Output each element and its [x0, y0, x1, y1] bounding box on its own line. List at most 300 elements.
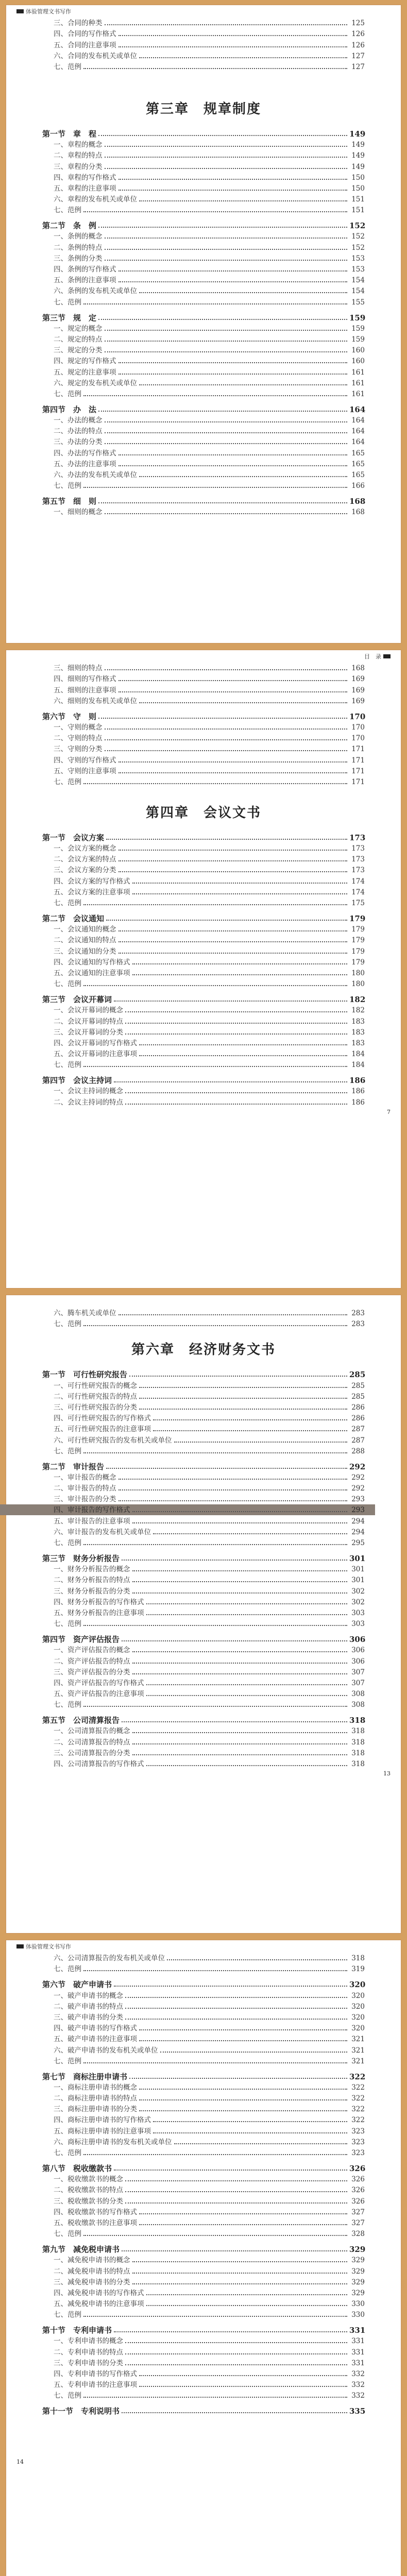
toc-entry-row[interactable] [42, 1318, 365, 1329]
toc-block [42, 663, 365, 706]
toc-entry-row[interactable] [42, 673, 365, 684]
toc-page-2 [6, 650, 401, 1288]
toc-entry-row[interactable] [42, 2012, 365, 2023]
toc-entry-row[interactable] [42, 18, 365, 28]
dot-leader [146, 2304, 348, 2306]
dot-leader [83, 2234, 347, 2236]
entry-label: 六、合同的发布机关或单位 [54, 52, 137, 60]
dot-leader [125, 2364, 347, 2365]
toc-entry-row[interactable] [42, 1423, 365, 1434]
dot-leader [98, 502, 347, 503]
page-ref: 330 [351, 2311, 365, 2319]
header-mark-icon [16, 9, 24, 13]
entry-label: 一、章程的概念 [54, 141, 103, 149]
toc-entry-row[interactable] [42, 2104, 365, 2114]
toc-entry-row[interactable] [42, 436, 365, 447]
entry-label: 七、范例 [54, 482, 81, 490]
dot-leader [122, 1721, 347, 1722]
entry-label: 二、办法的特点 [54, 427, 103, 436]
entry-label: 二、公司清算报告的特点 [54, 1738, 130, 1747]
dot-leader [132, 2272, 348, 2274]
page-ref: 308 [351, 1690, 365, 1699]
entry-label: 三、税收缴款书的分类 [54, 2197, 123, 2206]
entry-label: 二、章程的特点 [54, 151, 103, 160]
entry-label: 四、资产评估报告的写作格式 [54, 1679, 144, 1687]
toc-entry-row[interactable] [42, 1963, 365, 1974]
toc-entry-row[interactable] [42, 1564, 365, 1574]
section-title: 第六节 守 则 [42, 711, 97, 721]
page-ref: 165 [351, 471, 365, 479]
page-ref: 331 [351, 2348, 365, 2357]
toc-section-row[interactable] [42, 1714, 365, 1725]
dot-leader [105, 145, 348, 147]
toc-entry-row[interactable] [42, 1434, 365, 1445]
page-ref: 320 [351, 1991, 365, 2000]
entry-label: 二、商标注册申请书的特点 [54, 2094, 137, 2103]
toc-entry-row[interactable] [42, 1667, 365, 1677]
dot-leader [105, 443, 348, 444]
dot-leader [125, 1033, 347, 1035]
page-ref: 329 [351, 2267, 365, 2276]
toc-entry-row[interactable] [42, 1048, 365, 1059]
entry-label: 三、资产评估报告的分类 [54, 1668, 130, 1676]
entry-label: 四、减免税申请书的写作格式 [54, 2289, 144, 2297]
page-ref: 320 [351, 2002, 365, 2011]
toc-entry-row[interactable] [42, 1688, 365, 1699]
toc-entry-row[interactable] [42, 2044, 365, 2055]
toc-entry-row[interactable] [42, 2125, 365, 2136]
toc-entry-row[interactable] [42, 1655, 365, 1666]
toc-entry-row[interactable] [42, 2298, 365, 2309]
page-ref: 168 [351, 508, 365, 517]
toc-section-row[interactable] [42, 2324, 365, 2335]
page-ref: 301 [351, 1565, 365, 1574]
entry-label: 五、财务分析报告的注意事项 [54, 1608, 144, 1617]
page-ref: 302 [351, 1598, 365, 1606]
page-ref: 152 [351, 243, 365, 252]
toc-section-row[interactable] [42, 403, 365, 415]
toc-entry-row[interactable] [42, 1748, 365, 1758]
page-header [42, 650, 391, 663]
toc-entry-row[interactable] [42, 766, 365, 776]
toc-entry-row[interactable] [42, 172, 365, 183]
toc-entry-row[interactable] [42, 334, 365, 345]
toc-entry-row[interactable] [42, 183, 365, 194]
entry-label: 六、腾车机关或单位 [54, 1309, 116, 1318]
toc-section-row[interactable] [42, 993, 365, 1005]
toc-entry-row[interactable] [42, 28, 365, 39]
toc-entry-row[interactable] [42, 1380, 365, 1391]
toc-entry-row[interactable] [42, 776, 365, 787]
toc-section-row[interactable] [42, 2243, 365, 2255]
toc-entry-row[interactable] [42, 2147, 365, 2158]
page-ref: 306 [349, 1635, 366, 1645]
page-ref: 323 [351, 2149, 365, 2157]
entry-label: 二、专利申请书的特点 [54, 2348, 123, 2357]
entry-label: 七、范例 [54, 1620, 81, 1629]
section-title: 第四节 资产评估报告 [42, 1635, 120, 1645]
page-ref: 303 [351, 1620, 365, 1629]
toc-entry-row[interactable] [42, 1607, 365, 1618]
toc-entry-row[interactable] [42, 2309, 365, 2320]
dot-leader [132, 2283, 348, 2284]
page-ref: 171 [351, 767, 365, 775]
toc-entry-row[interactable] [42, 2346, 365, 2357]
toc-entry-row[interactable] [42, 1059, 365, 1070]
page-ref: 323 [351, 2138, 365, 2146]
toc-page-1 [6, 5, 401, 643]
dot-leader [132, 893, 348, 894]
toc-entry-row[interactable] [42, 253, 365, 264]
page-ref: 152 [349, 221, 366, 231]
dot-leader [98, 134, 347, 136]
toc-entry-row[interactable] [42, 968, 365, 978]
entry-label: 二、会议方案的特点 [54, 855, 116, 864]
page-ref: 125 [351, 19, 365, 28]
toc-entry-row[interactable] [42, 150, 365, 161]
toc-entry-row[interactable] [42, 1391, 365, 1402]
toc-entry-row[interactable] [42, 2379, 365, 2390]
dot-leader [132, 2261, 348, 2262]
dot-leader [118, 941, 348, 942]
dot-leader [83, 211, 347, 212]
toc-entry-row[interactable] [42, 684, 365, 695]
dot-leader [132, 1662, 348, 1664]
entry-label: 六、公司清算报告的发布机关或单位 [54, 1954, 165, 1963]
entry-label: 七、范例 [54, 1701, 81, 1709]
toc-entry-row[interactable] [42, 2228, 365, 2239]
toc-entry-row[interactable] [42, 2195, 365, 2206]
entry-label: 七、范例 [54, 1965, 81, 1974]
dot-leader [160, 2051, 348, 2053]
page-ref: 331 [349, 2326, 366, 2335]
toc-entry-row[interactable] [42, 2093, 365, 2104]
toc-section-row[interactable] [42, 710, 365, 722]
dot-leader [83, 1624, 347, 1626]
section-title: 第十一节 专利说明书 [42, 2406, 120, 2416]
page-ref: 318 [351, 1760, 365, 1768]
toc-entry-row[interactable] [42, 285, 365, 296]
page-ref: 285 [349, 1370, 366, 1380]
page-ref: 170 [351, 734, 365, 743]
toc-entry-row[interactable] [42, 1736, 365, 1747]
toc-section-row[interactable] [42, 495, 365, 506]
toc-entry-row[interactable] [42, 2033, 365, 2044]
page-number: 7 [387, 1108, 391, 1115]
toc-entry-row[interactable] [42, 388, 365, 399]
toc-entry-row[interactable] [42, 194, 365, 205]
toc-entry-row[interactable] [42, 2023, 365, 2033]
page-ref: 149 [351, 151, 365, 160]
toc-section-row[interactable] [42, 1633, 365, 1645]
toc-entry-row[interactable] [42, 722, 365, 733]
toc-entry-row[interactable] [42, 1472, 365, 1483]
page-ref: 169 [351, 675, 365, 684]
toc-entry-row[interactable] [42, 843, 365, 854]
toc-section-row[interactable] [42, 2071, 365, 2082]
toc-section-row[interactable] [42, 2405, 365, 2416]
toc-entry-row[interactable] [42, 323, 365, 334]
entry-label: 三、合同的种类 [54, 19, 103, 28]
toc-entry-row[interactable] [42, 50, 365, 61]
toc-entry-row[interactable] [42, 1308, 365, 1318]
page-ref: 149 [349, 129, 366, 139]
entry-label: 四、会议方案的写作格式 [54, 877, 130, 886]
entry-label: 三、规定的分类 [54, 346, 103, 355]
page-header [16, 1940, 365, 1953]
dot-leader [114, 2331, 347, 2332]
toc-entry-row[interactable] [42, 1645, 365, 1655]
toc-entry-row[interactable] [42, 696, 365, 706]
entry-label: 三、细则的特点 [54, 664, 103, 673]
page-ref: 285 [351, 1392, 365, 1401]
toc-entry-row[interactable] [42, 39, 365, 50]
toc-entry-row[interactable] [42, 242, 365, 252]
entry-label: 七、范例 [54, 1447, 81, 1455]
page-ref: 327 [351, 2218, 365, 2227]
dot-leader [174, 1441, 348, 1443]
toc-entry-row[interactable] [42, 2056, 365, 2066]
entry-label: 七、范例 [54, 1320, 81, 1329]
dot-leader [118, 35, 348, 36]
dot-leader [132, 1592, 348, 1594]
entry-label: 三、商标注册申请书的分类 [54, 2105, 137, 2114]
page-ref: 285 [351, 1381, 365, 1390]
toc-entry-row[interactable] [42, 1677, 365, 1688]
toc-entry-row[interactable] [42, 1537, 365, 1548]
toc-entry-row[interactable] [42, 875, 365, 886]
dot-leader [139, 2110, 347, 2111]
toc-entry-row[interactable] [42, 1446, 365, 1456]
dot-leader [139, 2099, 347, 2100]
dot-leader [139, 292, 347, 293]
toc-entry-row[interactable] [42, 945, 365, 956]
chapter-title: 第六章 经济财务文书 [131, 1342, 276, 1358]
entry-label: 一、税收缴款书的概念 [54, 2175, 123, 2184]
dot-leader [83, 2062, 347, 2063]
header-title: 体验管理文书写作 [26, 8, 71, 15]
dot-leader [129, 1375, 347, 1377]
toc-entry-row[interactable] [42, 2184, 365, 2195]
toc-entry-row[interactable] [42, 1015, 365, 1026]
entry-label: 四、办法的写作格式 [54, 449, 116, 457]
page-ref: 154 [351, 287, 365, 296]
toc-entry-row[interactable] [42, 2137, 365, 2147]
dot-leader [98, 318, 347, 320]
toc-entry-row[interactable] [42, 1494, 365, 1504]
section-title: 第六节 破产申请书 [42, 1980, 112, 1990]
toc-entry-row[interactable] [42, 924, 365, 935]
section-title: 第一节 可行性研究报告 [42, 1370, 128, 1380]
toc-entry-row[interactable] [42, 1527, 365, 1537]
toc-entry-row[interactable] [0, 1504, 375, 1515]
toc-entry-row[interactable] [42, 2358, 365, 2368]
dot-leader [83, 2396, 347, 2398]
toc-entry-row[interactable] [42, 275, 365, 285]
toc-entry-row[interactable] [42, 743, 365, 754]
dot-leader [132, 1651, 348, 1652]
toc-section-row[interactable] [42, 832, 365, 843]
page-ref: 171 [351, 745, 365, 754]
page-ref: 306 [351, 1657, 365, 1666]
toc-entry-row[interactable] [42, 205, 365, 215]
entry-label: 一、减免税申请书的概念 [54, 2256, 130, 2265]
toc-entry-row[interactable] [42, 978, 365, 989]
dot-leader [167, 1959, 347, 1960]
toc-section-row[interactable] [42, 1461, 365, 1472]
toc-entry-row[interactable] [42, 887, 365, 897]
dot-leader [125, 2191, 347, 2192]
page-ref: 287 [351, 1425, 365, 1434]
entry-label: 一、办法的概念 [54, 416, 103, 425]
entry-label: 七、范例 [54, 2230, 81, 2239]
dot-leader [146, 1603, 348, 1604]
dot-leader [132, 1732, 348, 1733]
toc-section-row[interactable] [42, 1074, 365, 1086]
dot-leader [132, 1673, 348, 1674]
toc-section-row[interactable] [42, 128, 365, 139]
toc-entry-row[interactable] [42, 2255, 365, 2265]
toc-entry-row[interactable] [42, 469, 365, 480]
page-ref: 159 [351, 335, 365, 344]
dot-leader [114, 1000, 347, 1002]
toc-entry-row[interactable] [42, 2277, 365, 2287]
page-ref: 294 [351, 1528, 365, 1536]
page-ref: 161 [351, 379, 365, 387]
toc-entry-row[interactable] [42, 480, 365, 491]
page-ref: 164 [351, 438, 365, 447]
page-ref: 301 [349, 1554, 366, 1563]
entry-label: 二、会议主持词的特点 [54, 1098, 123, 1107]
toc-entry-row[interactable] [42, 1618, 365, 1629]
dot-leader [83, 1325, 347, 1326]
toc-entry-row[interactable] [42, 865, 365, 875]
toc-entry-row[interactable] [42, 296, 365, 307]
toc-entry-row[interactable] [42, 1038, 365, 1048]
toc-entry-row[interactable] [42, 1699, 365, 1710]
toc-entry-row[interactable] [42, 447, 365, 458]
toc-entry-row[interactable] [42, 378, 365, 388]
toc-entry-row[interactable] [42, 1953, 365, 1963]
toc-entry-row[interactable] [42, 264, 365, 275]
toc-entry-row[interactable] [42, 1990, 365, 2001]
dot-leader [146, 1614, 348, 1615]
toc-entry-row[interactable] [42, 2368, 365, 2379]
toc-entry-row[interactable] [42, 2174, 365, 2184]
toc-entry-row[interactable] [42, 2207, 365, 2217]
toc-entry-row[interactable] [42, 2265, 365, 2276]
entry-label: 七、范例 [54, 980, 81, 989]
dot-leader [139, 2385, 347, 2387]
toc-entry-row[interactable] [42, 1402, 365, 1413]
dot-leader [139, 702, 347, 703]
toc-entry-row[interactable] [42, 2390, 365, 2401]
page-ref: 307 [351, 1679, 365, 1687]
toc-entry-row[interactable] [42, 854, 365, 865]
toc-entry-row[interactable] [42, 139, 365, 150]
dot-leader [153, 2132, 347, 2133]
dot-leader [122, 2250, 347, 2251]
toc-block [42, 128, 365, 517]
toc-section-row[interactable] [42, 2162, 365, 2174]
toc-entry-row[interactable] [42, 415, 365, 426]
dot-leader [105, 669, 348, 670]
toc-entry-row[interactable] [42, 1027, 365, 1038]
dot-leader [83, 395, 347, 396]
toc-entry-row[interactable] [42, 2114, 365, 2125]
toc-entry-row[interactable] [42, 2287, 365, 2298]
toc-entry-row[interactable] [42, 161, 365, 172]
toc-entry-row[interactable] [42, 366, 365, 377]
entry-label: 五、专利申请书的注意事项 [54, 2381, 137, 2389]
toc-section-row[interactable] [42, 1368, 365, 1380]
toc-entry-row[interactable] [42, 426, 365, 436]
toc-entry-row[interactable] [42, 663, 365, 673]
toc-entry-row[interactable] [42, 754, 365, 765]
dot-leader [83, 985, 347, 986]
toc-entry-row[interactable] [42, 1758, 365, 1769]
toc-block [42, 1308, 365, 1329]
toc-entry-row[interactable] [42, 2335, 365, 2346]
toc-entry-row[interactable] [42, 355, 365, 366]
toc-section-row[interactable] [42, 1552, 365, 1564]
dot-leader [105, 259, 348, 261]
dot-leader [146, 1694, 348, 1696]
toc-entry-row[interactable] [42, 231, 365, 242]
entry-label: 五、审计报告的注意事项 [54, 1517, 130, 1526]
toc-entry-row[interactable] [42, 2001, 365, 2012]
entry-label: 二、财务分析报告的特点 [54, 1576, 130, 1585]
toc-entry-row[interactable] [42, 1483, 365, 1494]
toc-entry-row[interactable] [42, 1597, 365, 1607]
toc-section-row[interactable] [42, 912, 365, 924]
toc-entry-row[interactable] [42, 935, 365, 945]
toc-entry-row[interactable] [42, 2217, 365, 2228]
toc-entry-row[interactable] [42, 957, 365, 968]
toc-entry-row[interactable] [42, 1725, 365, 1736]
toc-entry-row[interactable] [42, 61, 365, 72]
toc-entry-row[interactable] [42, 1096, 365, 1107]
page-ref: 174 [351, 877, 365, 886]
entry-label: 三、章程的分类 [54, 162, 103, 171]
toc-entry-row[interactable] [42, 1086, 365, 1096]
toc-entry-row[interactable] [42, 897, 365, 908]
entry-label: 一、细则的概念 [54, 508, 103, 517]
page-ref: 186 [351, 1087, 365, 1096]
toc-entry-row[interactable] [42, 1515, 365, 1526]
entry-label: 五、守则的注意事项 [54, 767, 116, 775]
toc-section-row[interactable] [42, 1978, 365, 1990]
toc-section-row[interactable] [42, 219, 365, 231]
entry-label: 一、破产申请书的概念 [54, 1991, 123, 2000]
toc-section-row[interactable] [42, 312, 365, 323]
toc-entry-row[interactable] [42, 1005, 365, 1015]
toc-entry-row[interactable] [42, 1585, 365, 1596]
page-ref: 170 [351, 723, 365, 732]
toc-entry-row[interactable] [42, 345, 365, 355]
entry-label: 一、会议方案的概念 [54, 844, 116, 853]
toc-entry-row[interactable] [42, 1413, 365, 1423]
toc-entry-row[interactable] [42, 2082, 365, 2093]
toc-entry-row[interactable] [42, 1574, 365, 1585]
toc-entry-row[interactable] [42, 459, 365, 469]
dot-leader [118, 46, 348, 47]
toc-entry-row[interactable] [42, 733, 365, 743]
dot-leader [139, 2224, 347, 2225]
entry-label: 三、破产申请书的分类 [54, 2013, 123, 2022]
toc-entry-row[interactable] [42, 506, 365, 517]
page-ref: 318 [351, 1738, 365, 1747]
